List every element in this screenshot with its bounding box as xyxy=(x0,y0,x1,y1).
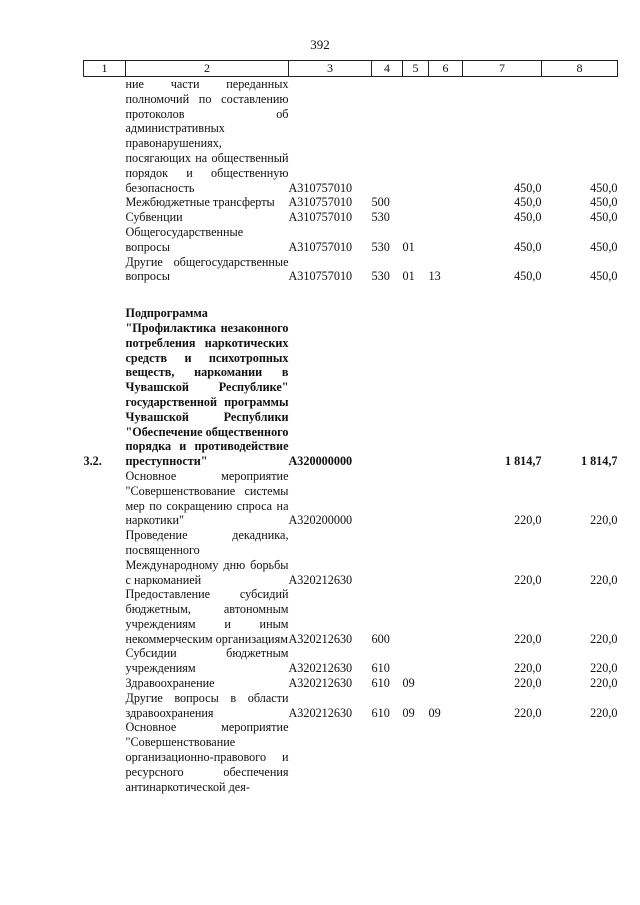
row-vr xyxy=(372,720,403,794)
row-sum-8: 220,0 xyxy=(590,676,618,691)
row-vr: 610 xyxy=(371,705,390,720)
row-sum-8: 220,0 xyxy=(590,705,618,720)
row-vr: 610 xyxy=(371,676,390,691)
row-sum-7 xyxy=(463,720,542,794)
row-name: Общегосударственные вопросы xyxy=(125,224,244,254)
row-sum-7: 1 814,7 xyxy=(504,454,542,469)
row-name: Другие вопросы в области здравоохранения xyxy=(125,690,289,720)
row-name: Основное мероприятие "Совершенствование организационно-правового и ресурсного обеспечения антинаркотической дея- xyxy=(125,720,289,794)
row-number xyxy=(84,720,126,794)
row-sum-8: 1 814,7 xyxy=(580,454,618,469)
row-sum-8 xyxy=(542,720,618,794)
row-code: А310757010 xyxy=(288,239,353,254)
row-vr xyxy=(372,469,403,528)
row-code: А320212630 xyxy=(288,676,353,691)
row-name: Здравоохранение xyxy=(125,676,215,691)
row-code: А310757010 xyxy=(288,195,353,210)
row-sum-8: 220,0 xyxy=(590,661,618,676)
row-sum-7: 450,0 xyxy=(514,269,542,284)
row-rz: 09 xyxy=(402,676,415,691)
table-row xyxy=(84,469,618,528)
row-name: ние части переданных полномочий по составлению протоколов об административных правонарушениях, посягающих на общественный порядок и общественную безопасность xyxy=(125,77,289,195)
row-sum-7: 450,0 xyxy=(514,195,542,210)
table-row xyxy=(84,720,618,794)
column-header: 7 xyxy=(463,61,542,77)
row-sum-8: 220,0 xyxy=(590,513,618,528)
row-vr xyxy=(372,306,403,469)
row-rz xyxy=(403,720,429,794)
row-name: Подпрограмма "Профилактика незаконного потребления наркотических средств и психотропных веществ, наркомании в Чувашской Республике" государственной программы Чувашской Республики "Обеспечение общественного порядка и противодействие преступности" xyxy=(125,306,289,469)
row-number xyxy=(84,676,126,691)
row-code: А310757010 xyxy=(288,180,353,195)
table-row xyxy=(84,691,618,721)
row-sum-7: 220,0 xyxy=(514,513,542,528)
table-row-subprogram xyxy=(84,306,618,469)
row-pr xyxy=(429,195,463,210)
row-sum-7: 450,0 xyxy=(514,180,542,195)
column-number-header xyxy=(84,61,618,77)
row-pr xyxy=(429,210,463,225)
table-row xyxy=(84,676,618,691)
row-sum-7: 450,0 xyxy=(514,239,542,254)
row-rz xyxy=(403,210,429,225)
row-pr xyxy=(429,587,463,646)
row-number xyxy=(84,225,126,255)
table-row xyxy=(84,195,618,210)
row-sum-8: 450,0 xyxy=(590,239,618,254)
row-sum-8: 450,0 xyxy=(590,180,618,195)
row-rz xyxy=(403,528,429,587)
row-pr xyxy=(429,676,463,691)
row-number xyxy=(84,210,126,225)
row-sum-8: 450,0 xyxy=(590,195,618,210)
row-rz xyxy=(403,306,429,469)
column-header: 8 xyxy=(542,61,618,77)
row-sum-8: 450,0 xyxy=(590,210,618,225)
row-sum-7: 220,0 xyxy=(514,572,542,587)
row-number xyxy=(84,195,126,210)
row-number xyxy=(84,528,126,587)
row-number: 3.2. xyxy=(83,454,102,469)
row-sum-8: 220,0 xyxy=(590,572,618,587)
row-code: А320212630 xyxy=(288,631,353,646)
row-sum-8: 450,0 xyxy=(590,269,618,284)
row-number xyxy=(84,691,126,721)
row-rz: 01 xyxy=(402,239,415,254)
row-vr xyxy=(372,77,403,196)
row-pr xyxy=(429,646,463,676)
row-pr xyxy=(429,528,463,587)
spacer-row xyxy=(84,284,618,306)
table-row xyxy=(84,225,618,255)
row-vr: 500 xyxy=(371,195,390,210)
row-number xyxy=(84,646,126,676)
page-number: 392 xyxy=(310,37,330,52)
row-number xyxy=(84,77,126,196)
column-header: 5 xyxy=(403,61,429,77)
row-number xyxy=(84,255,126,285)
column-header: 3 xyxy=(289,61,372,77)
row-vr: 610 xyxy=(371,661,390,676)
row-vr: 530 xyxy=(371,239,390,254)
row-name: Субсидии бюджетным учреждениям xyxy=(125,646,289,676)
row-pr xyxy=(429,720,463,794)
row-rz: 09 xyxy=(402,705,415,720)
row-code: А320212630 xyxy=(288,661,353,676)
row-pr xyxy=(429,306,463,469)
column-header: 6 xyxy=(429,61,463,77)
row-sum-7: 450,0 xyxy=(514,210,542,225)
row-rz xyxy=(403,77,429,196)
row-code: А320000000 xyxy=(288,454,353,469)
row-pr: 13 xyxy=(428,269,441,284)
row-pr xyxy=(429,77,463,196)
row-code xyxy=(289,720,372,794)
table-row xyxy=(84,587,618,646)
table-row xyxy=(84,210,618,225)
row-rz xyxy=(403,195,429,210)
spacer-cell xyxy=(84,284,618,306)
budget-table xyxy=(83,60,618,794)
row-sum-7: 220,0 xyxy=(514,705,542,720)
row-code: А310757010 xyxy=(288,210,353,225)
column-header: 1 xyxy=(84,61,126,77)
row-name: Предоставление субсидий бюджетным, автономным учреждениям и иным некоммерческим организациям xyxy=(125,587,289,646)
table-row xyxy=(84,528,618,587)
table-row xyxy=(84,77,618,196)
row-code: А320212630 xyxy=(288,705,353,720)
row-vr: 530 xyxy=(371,210,390,225)
row-name: Основное мероприятие "Совершенствование системы мер по сокращению спроса на наркотики" xyxy=(125,468,289,528)
row-code: А320212630 xyxy=(288,572,353,587)
row-vr: 530 xyxy=(371,269,390,284)
row-sum-8: 220,0 xyxy=(590,631,618,646)
column-header: 4 xyxy=(372,61,403,77)
row-vr: 600 xyxy=(371,631,390,646)
row-number xyxy=(84,587,126,646)
row-rz xyxy=(403,469,429,528)
row-name: Межбюджетные трансферты xyxy=(125,195,275,210)
row-name: Проведение декадника, посвященного Международному дню борьбы с наркоманией xyxy=(125,528,289,587)
row-rz xyxy=(403,587,429,646)
row-code: А310757010 xyxy=(288,269,353,284)
row-name: Другие общегосударственные вопросы xyxy=(125,254,289,284)
row-rz xyxy=(403,646,429,676)
row-sum-7: 220,0 xyxy=(514,661,542,676)
row-name: Субвенции xyxy=(125,210,183,225)
row-number xyxy=(84,469,126,528)
row-code: А320200000 xyxy=(288,513,353,528)
table-row xyxy=(84,255,618,285)
row-rz: 01 xyxy=(402,269,415,284)
row-pr xyxy=(429,469,463,528)
row-vr xyxy=(372,528,403,587)
row-pr: 09 xyxy=(428,705,441,720)
row-sum-7: 220,0 xyxy=(514,631,542,646)
row-sum-7: 220,0 xyxy=(514,676,542,691)
row-pr xyxy=(429,225,463,255)
column-header: 2 xyxy=(126,61,289,77)
table-row xyxy=(84,646,618,676)
